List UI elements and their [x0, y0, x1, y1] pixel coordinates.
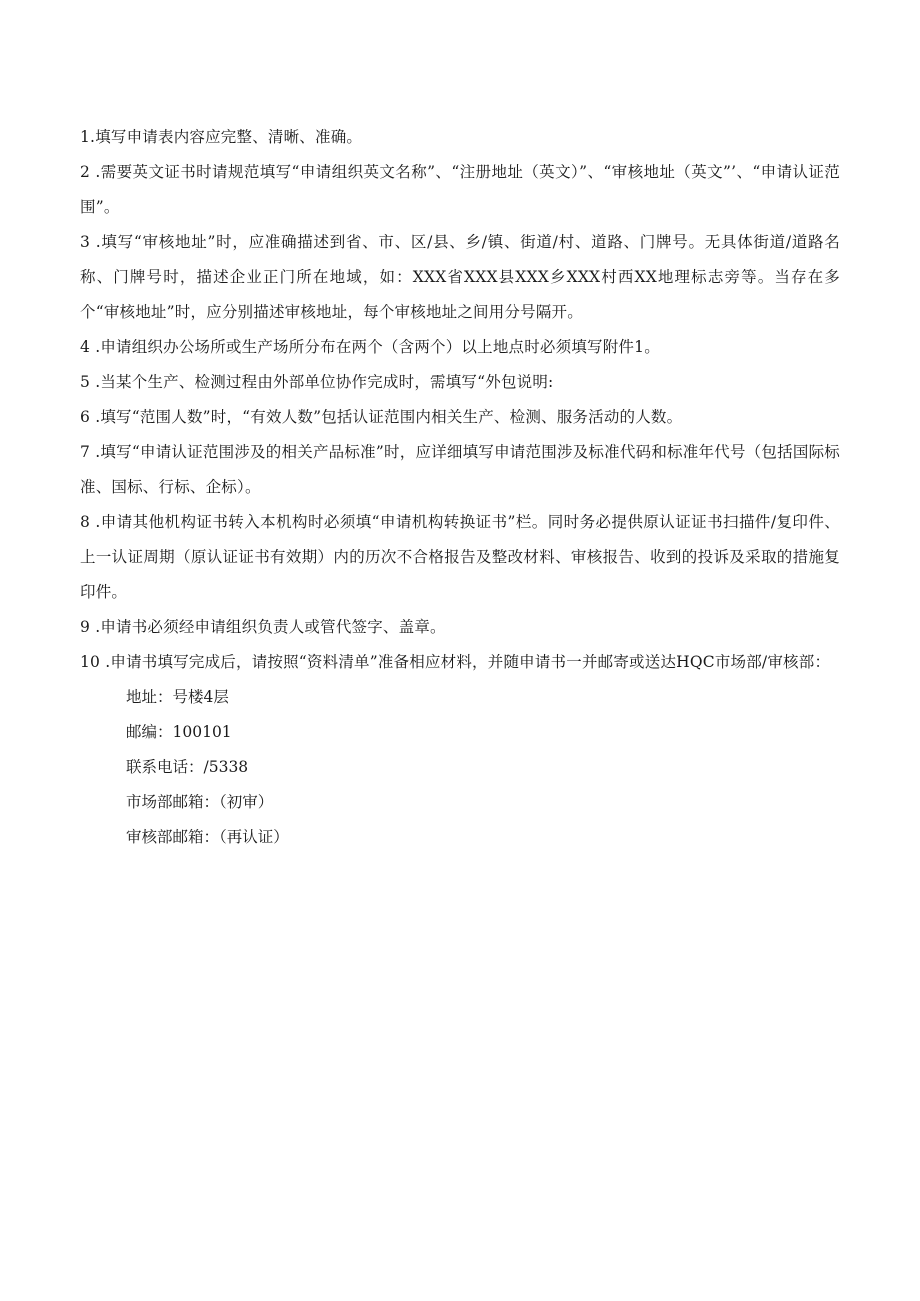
contact-postcode: 邮编：100101: [126, 723, 232, 741]
contact-block: [80, 680, 840, 855]
contact-phone: 联系电话：/5338: [126, 758, 249, 776]
item-number: 5 .: [80, 373, 101, 391]
item-text: 申请书必须经申请组织负责人或管代签字、盖章。: [100, 618, 446, 636]
item-text: 当某个生产、检测过程由外部单位协作完成时，需填写“外包说明:: [100, 373, 554, 391]
instruction-item-7: [80, 435, 840, 505]
contact-address: 地址：号楼4层: [126, 688, 229, 706]
contact-market-email: 市场部邮箱：（初审）: [126, 793, 274, 811]
item-number: 6 .: [80, 408, 101, 426]
item-text: 申请组织办公场所或生产场所分布在两个（含两个）以上地点时必须填写附件1。: [100, 338, 660, 356]
instruction-item-4: [80, 330, 840, 365]
item-text: 申请其他机构证书转入本机构时必须填“申请机构转换证书”栏。同时务必提供原认证证书扫描件/复印件、上一认证周期（原认证证书有效期）内的历次不合格报告及整改材料、审核报告、收到的投诉及采取的措施复印件。: [80, 513, 840, 601]
item-number: 3 .: [80, 233, 101, 251]
item-text: 填写“申请认证范围涉及的相关产品标准”时，应详细填写申请范围涉及标准代码和标准年代号（包括国际标准、国标、行标、企标）。: [80, 443, 840, 496]
item-number: 4 .: [80, 338, 101, 356]
item-number: 7 .: [80, 443, 101, 461]
item-text: 申请书填写完成后，请按照“资料清单”准备相应材料，并随申请书一并邮寄或送达HQC市场部/审核部：: [110, 653, 831, 671]
instruction-item-3: [80, 225, 840, 330]
item-number: 9 .: [80, 618, 101, 636]
instruction-item-5: [80, 365, 840, 400]
item-text: 填写“审核地址”时，应准确描述到省、市、区/县、乡/镇、街道/村、道路、门牌号。无具体街道/道路名称、门牌号时，描述企业正门所在地域，如：XXX省XXX县XXX乡XXX村西XX地理标志旁等。当存在多个“审核地址”时，应分别描述审核地址，每个审核地址之间用分号隔开。: [80, 233, 840, 321]
instructions-document: [80, 120, 840, 855]
instruction-item-2: [80, 155, 840, 225]
instruction-item-10: [80, 645, 840, 680]
instruction-item-1: [80, 120, 840, 155]
item-number: 10 .: [80, 653, 111, 671]
item-text: 填写“范围人数”时，“有效人数”包括认证范围内相关生产、检测、服务活动的人数。: [100, 408, 683, 426]
instruction-item-9: [80, 610, 840, 645]
item-number: 1.: [80, 128, 96, 146]
instruction-item-6: [80, 400, 840, 435]
item-number: 2 .: [80, 163, 101, 181]
contact-audit-email: 审核部邮箱：（再认证）: [126, 828, 289, 846]
item-number: 8 .: [80, 513, 101, 531]
item-text: 需要英文证书时请规范填写“申请组织英文名称”、“注册地址（英文）”、“审核地址（英文”’、“申请认证范围”。: [80, 163, 840, 216]
instruction-item-8: [80, 505, 840, 610]
item-text: 填写申请表内容应完整、清晰、准确。: [95, 128, 363, 146]
